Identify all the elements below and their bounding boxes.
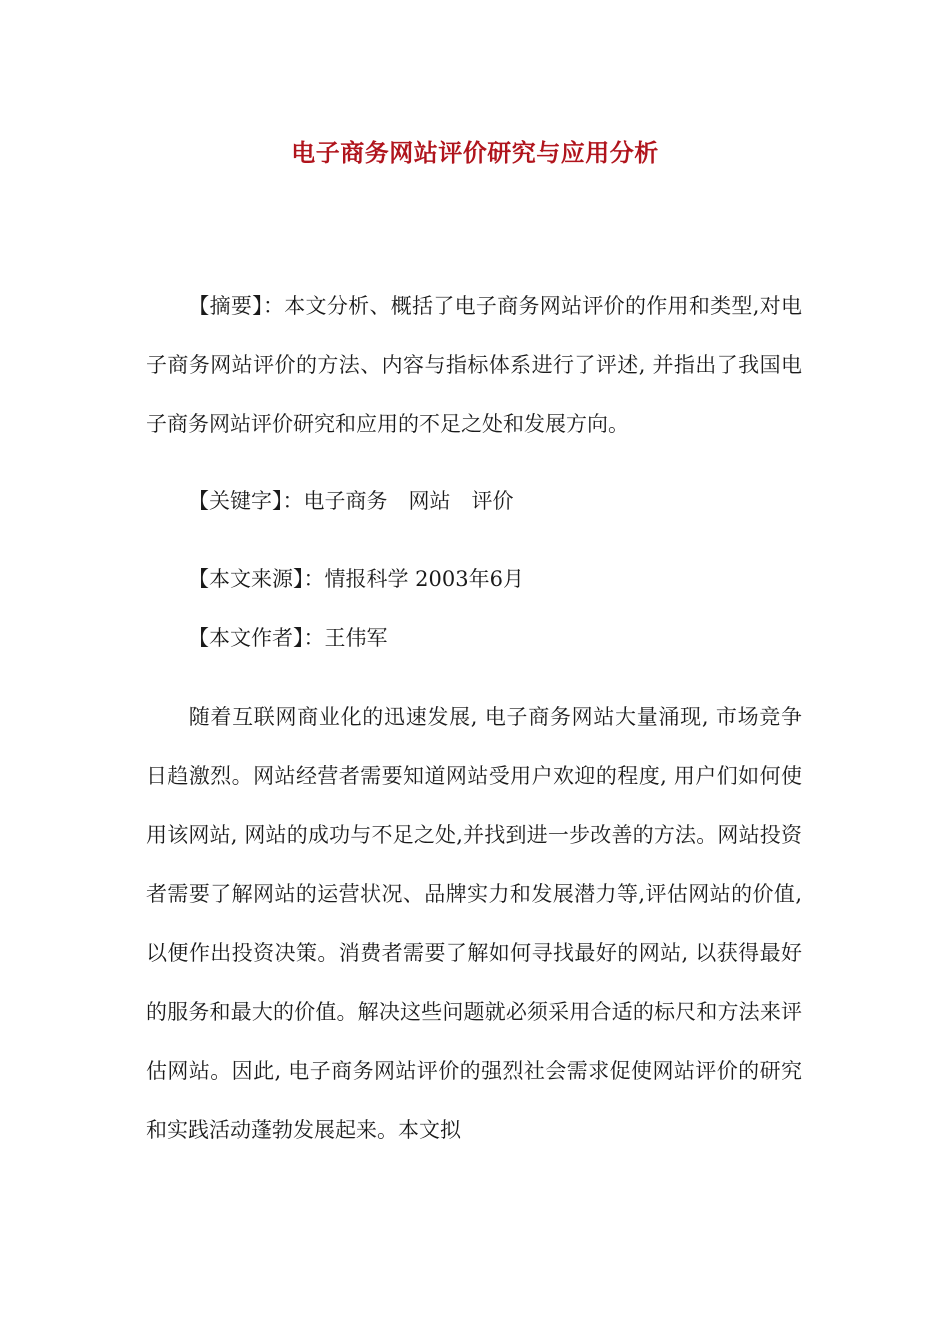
body-text: 随着互联网商业化的迅速发展, 电子商务网站大量涌现, 市场竞争日趋激烈。网站经营者需要知道网站受用户欢迎的程度, 用户们如何使用该网站, 网站的成功与不足之处,并找到进一步改善的方法。网站投资者需要了解网站的运营状况、品牌实力和发展潜力等,评估网站的价值, 以便作出投资决策。消费者需要了解如何寻找最好的网站, 以获得最好的服务和最大的价值。解决这些问题就必须采用合适的标尺和方法来评估网站。因此, 电子商务网站评价的强烈社会需求促使网站评价的研究和实践活动蓬勃发展起来。本文拟 xyxy=(146,705,802,1142)
source-label: 【本文来源】： xyxy=(188,567,325,591)
source-line xyxy=(188,564,524,594)
author-text: 王伟军 xyxy=(324,626,388,650)
keywords-label: 【关键字】： xyxy=(188,489,304,513)
document-title: 电子商务网站评价研究与应用分析 xyxy=(291,138,659,167)
author-line xyxy=(188,623,388,653)
keywords-line xyxy=(188,486,514,516)
keywords-text: 电子商务 网站 评价 xyxy=(303,489,514,513)
author-label: 【本文作者】： xyxy=(188,626,325,650)
abstract-label: 【摘要】： xyxy=(188,294,285,318)
abstract-text: 本文分析、概括了电子商务网站评价的作用和类型,对电子商务网站评价的方法、内容与指标体系进行了评述, 并指出了我国电子商务网站评价研究和应用的不足之处和发展方向。 xyxy=(146,294,802,436)
body-paragraph xyxy=(146,688,802,1160)
source-text: 情报科学 2003年6月 xyxy=(324,567,524,591)
abstract-paragraph xyxy=(146,277,802,454)
